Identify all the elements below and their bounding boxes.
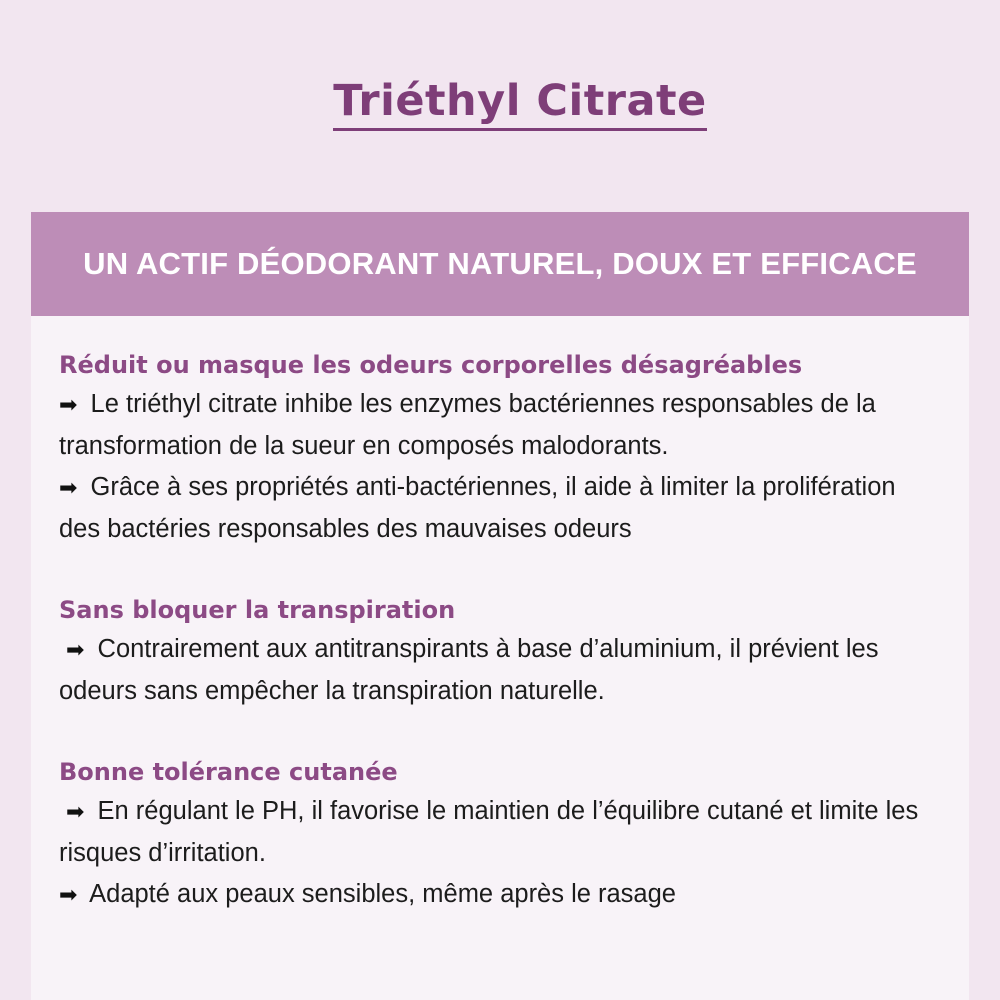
section-odeurs (59, 346, 941, 550)
title-wrapper (0, 78, 1000, 131)
banner (31, 212, 969, 316)
section-heading: Bonne tolérance cutanée (59, 758, 398, 786)
paragraph (59, 874, 941, 916)
paragraph-text: Le triéthyl citrate inhibe les enzymes bactériennes responsables de la transformation de la sueur en composés malodorants. (59, 390, 876, 460)
paragraph (59, 467, 941, 550)
arrow-right-icon: ➡ (66, 800, 85, 825)
paragraph-text: Grâce à ses propriétés anti-bactériennes, il aide à limiter la prolifération des bactéries responsables des mauvaises odeurs (59, 473, 896, 543)
content-card (31, 212, 969, 1000)
arrow-right-icon: ➡ (59, 393, 78, 418)
section-heading: Sans bloquer la transpiration (59, 596, 456, 624)
arrow-right-icon: ➡ (59, 476, 78, 501)
section-heading: Réduit ou masque les odeurs corporelles désagréables (59, 351, 803, 379)
paragraph (59, 384, 941, 467)
page-title: Triéthyl Citrate (333, 78, 706, 131)
arrow-right-icon: ➡ (66, 638, 85, 663)
paragraph-text: Adapté aux peaux sensibles, même après le rasage (89, 880, 676, 908)
paragraph (59, 791, 941, 874)
paragraph-text: En régulant le PH, il favorise le maintien de l’équilibre cutané et limite les risques d’irritation. (59, 797, 919, 867)
section-tolerance (59, 753, 941, 916)
section-transpiration (59, 591, 941, 712)
paragraph (59, 629, 941, 712)
arrow-right-icon: ➡ (59, 883, 78, 908)
content-body (31, 316, 969, 916)
paragraph-text: Contrairement aux antitranspirants à base d’aluminium, il prévient les odeurs sans empêcher la transpiration naturelle. (59, 635, 879, 705)
banner-text: UN ACTIF DÉODORANT NATUREL, DOUX ET EFFICACE (83, 246, 917, 281)
